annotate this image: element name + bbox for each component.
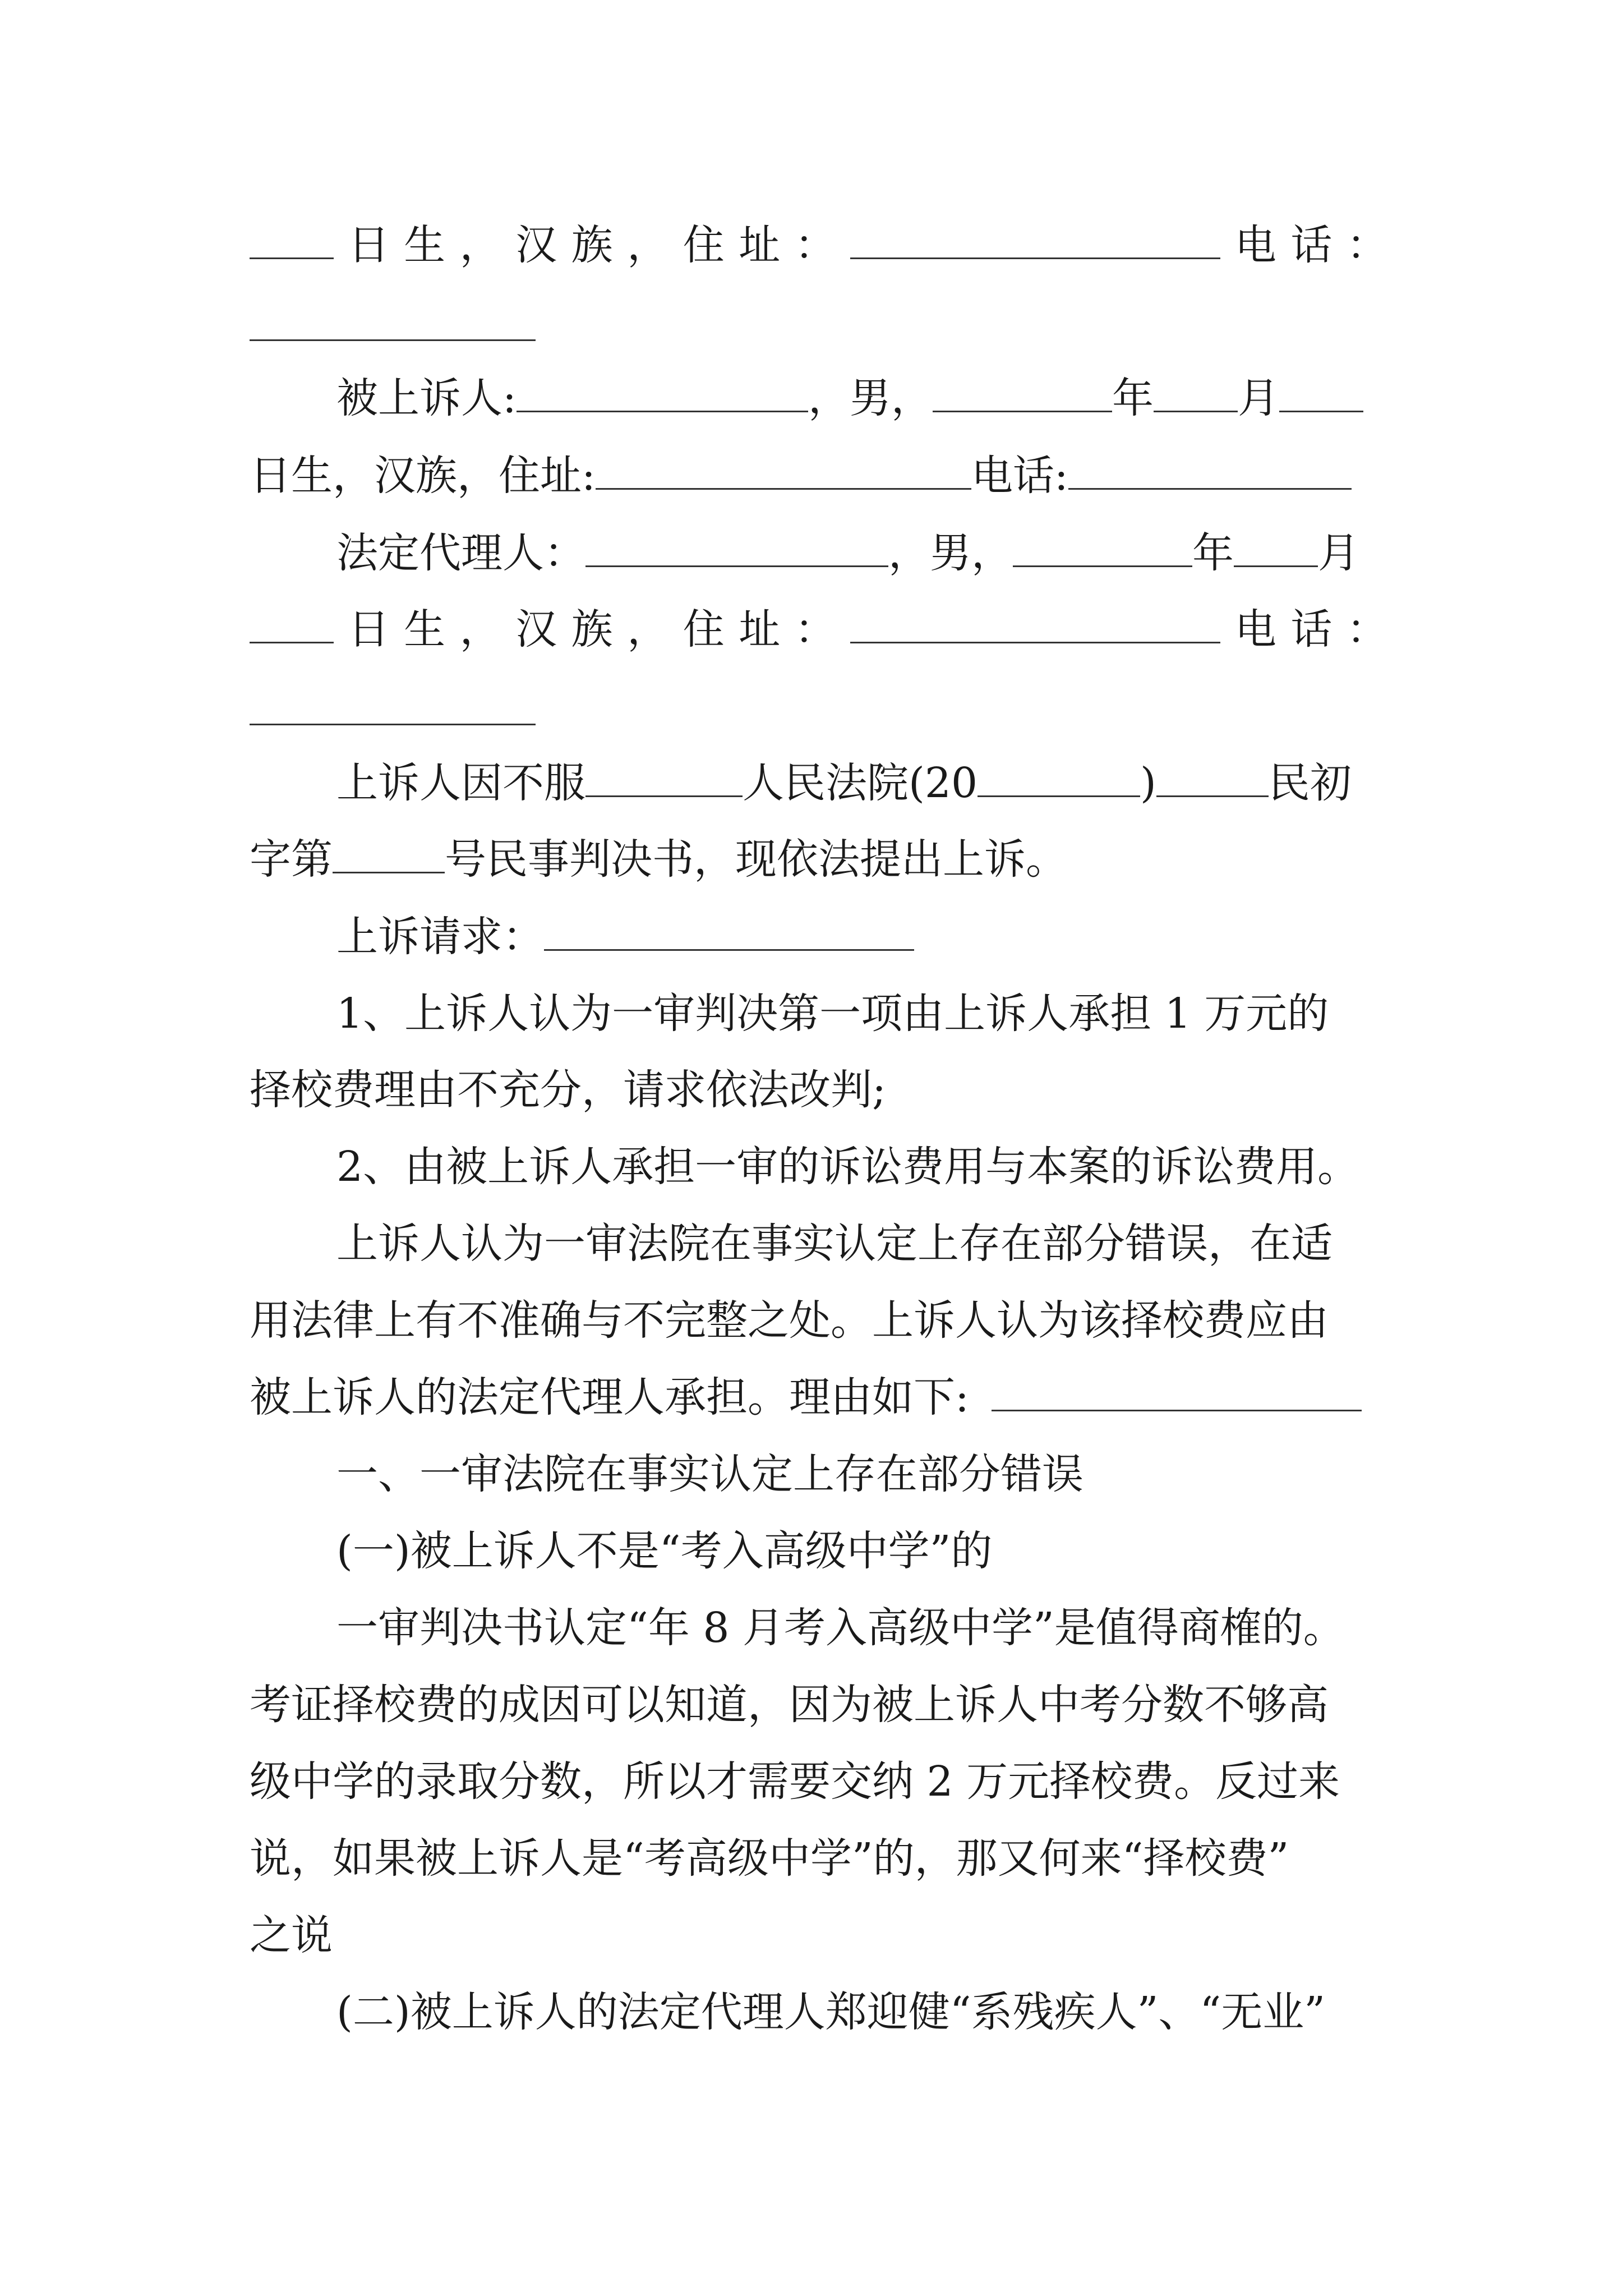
text-ri: 日: [348, 605, 390, 654]
text-zhu: 住: [683, 221, 725, 269]
blank-appellee-name: [517, 376, 808, 412]
line-11: [336, 1139, 1388, 1195]
subsection-heading: (一)被上诉人不是“考入高级中学”的: [336, 1527, 993, 1575]
text-hua: 话: [1290, 221, 1332, 269]
line-16: [336, 1523, 1388, 1579]
line-4: [336, 525, 1388, 581]
blank-address: [850, 223, 1220, 259]
blank-request: [544, 914, 914, 951]
paragraph-text: 之说: [250, 1911, 333, 1959]
text-han: 汉: [515, 221, 557, 269]
text-zhi: 址: [739, 605, 781, 654]
text-dian: 电: [1234, 221, 1276, 269]
blank-phone-1: [250, 339, 536, 341]
text-case-type: 民初: [1268, 759, 1352, 807]
blank-year: [933, 376, 1112, 412]
text-sheng: 生: [404, 221, 446, 269]
text-court: 人民法院(20: [743, 759, 978, 807]
text-month: 月: [1318, 529, 1359, 577]
line-7: [250, 831, 1388, 887]
line-9: [336, 986, 1388, 1042]
text-paren: ): [1140, 759, 1156, 807]
text-phone: 电话:: [971, 452, 1068, 500]
blank-month: [1154, 376, 1238, 412]
text-appeal-intro: 上诉人因不服: [336, 759, 585, 807]
line-21: [250, 1907, 1388, 1963]
text-month: 月: [1237, 374, 1279, 422]
blank-address: [596, 453, 971, 490]
text-birth-address: 日生，汉族，住址:: [250, 452, 596, 500]
blank-day: [1279, 376, 1363, 412]
paragraph-text: 被上诉人的法定代理人承担。理由如下:: [250, 1373, 969, 1421]
text-male: ，男，: [808, 374, 933, 422]
line-20: [250, 1830, 1388, 1887]
text-male: ，男，: [888, 529, 1013, 577]
blank-year: [978, 761, 1140, 797]
line-12: [336, 1216, 1388, 1272]
blank-reason: [992, 1375, 1362, 1411]
line-3: [250, 448, 1388, 504]
text-zidi: 字第: [250, 835, 333, 884]
text-year: 年: [1192, 529, 1234, 577]
text-zu: 族: [571, 221, 613, 269]
text-zhi: 址: [739, 221, 781, 269]
line-1: [250, 217, 1388, 273]
text-han: 汉: [515, 605, 557, 654]
line-18: [250, 1677, 1388, 1733]
text-year: 年: [1112, 374, 1154, 422]
line-13: [250, 1292, 1388, 1349]
line-8: [336, 909, 1388, 965]
line-14: [250, 1369, 1388, 1425]
blank-month: [1234, 531, 1318, 567]
label-legal-rep: 法定代理人：: [336, 529, 585, 577]
subsection-heading: (二)被上诉人的法定代理人郑迎健“系残疾人”、“无业”: [336, 1988, 1326, 2036]
text-hua: 话: [1290, 605, 1332, 654]
paragraph-text: 说，如果被上诉人是“考高级中学”的，那又何来“择校费”: [250, 1834, 1289, 1883]
paragraph-text: 上诉人认为一审法院在事实认定上存在部分错误，在适: [336, 1220, 1332, 1268]
text-colon: ：: [794, 221, 836, 269]
text-comma: ，: [459, 605, 501, 654]
section-heading: 一、一审法院在事实认定上存在部分错误: [336, 1450, 1083, 1498]
text-zu: 族: [571, 605, 613, 654]
blank-address: [850, 607, 1220, 643]
paragraph-text: 2、由被上诉人承担一审的诉讼费用与本案的诉讼费用。: [336, 1143, 1359, 1191]
blank-year: [1013, 531, 1192, 567]
text-colon: ：: [1346, 605, 1388, 654]
paragraph-text: 用法律上有不准确与不完整之处。上诉人认为该择校费应由: [250, 1296, 1329, 1345]
line-19: [250, 1754, 1388, 1810]
text-sheng: 生: [404, 605, 446, 654]
text-colon: ：: [794, 605, 836, 654]
line-6: [336, 755, 1388, 811]
text-dian: 电: [1234, 605, 1276, 654]
blank-court: [585, 761, 743, 797]
blank-phone-2: [250, 724, 536, 725]
text-appeal-request: 上诉请求：: [336, 913, 544, 961]
line-22: [336, 1984, 1388, 2040]
label-appellee: 被上诉人:: [336, 374, 517, 422]
paragraph-text: 1、上诉人认为一审判决第一项由上诉人承担 1 万元的: [336, 990, 1329, 1038]
text-ri: 日: [348, 221, 390, 269]
paragraph-text: 级中学的录取分数，所以才需要交纳 2 万元择校费。反过来: [250, 1757, 1340, 1806]
text-judgment: 号民事判决书，现依法提出上诉。: [445, 835, 1067, 884]
text-comma: ，: [627, 605, 669, 654]
line-10: [250, 1062, 1388, 1118]
paragraph-text: 择校费理由不充分，请求依法改判;: [250, 1066, 886, 1114]
blank-rep-name: [585, 531, 888, 567]
line-15: [336, 1446, 1388, 1502]
text-comma: ，: [627, 221, 669, 269]
text-colon: ：: [1346, 221, 1388, 269]
paragraph-text: 一审判决书认定“年 8 月考入高级中学”是值得商榷的。: [336, 1604, 1345, 1652]
blank-day: [250, 607, 334, 643]
blank-day: [250, 223, 334, 259]
line-2: [336, 370, 1388, 426]
text-comma: ，: [459, 221, 501, 269]
line-5: [250, 601, 1388, 657]
blank-case: [1156, 761, 1269, 797]
blank-case-number: [333, 837, 445, 873]
line-17: [336, 1600, 1388, 1656]
blank-phone: [1068, 453, 1352, 490]
paragraph-text: 考证择校费的成因可以知道，因为被上诉人中考分数不够高: [250, 1681, 1329, 1729]
text-zhu: 住: [683, 605, 725, 654]
